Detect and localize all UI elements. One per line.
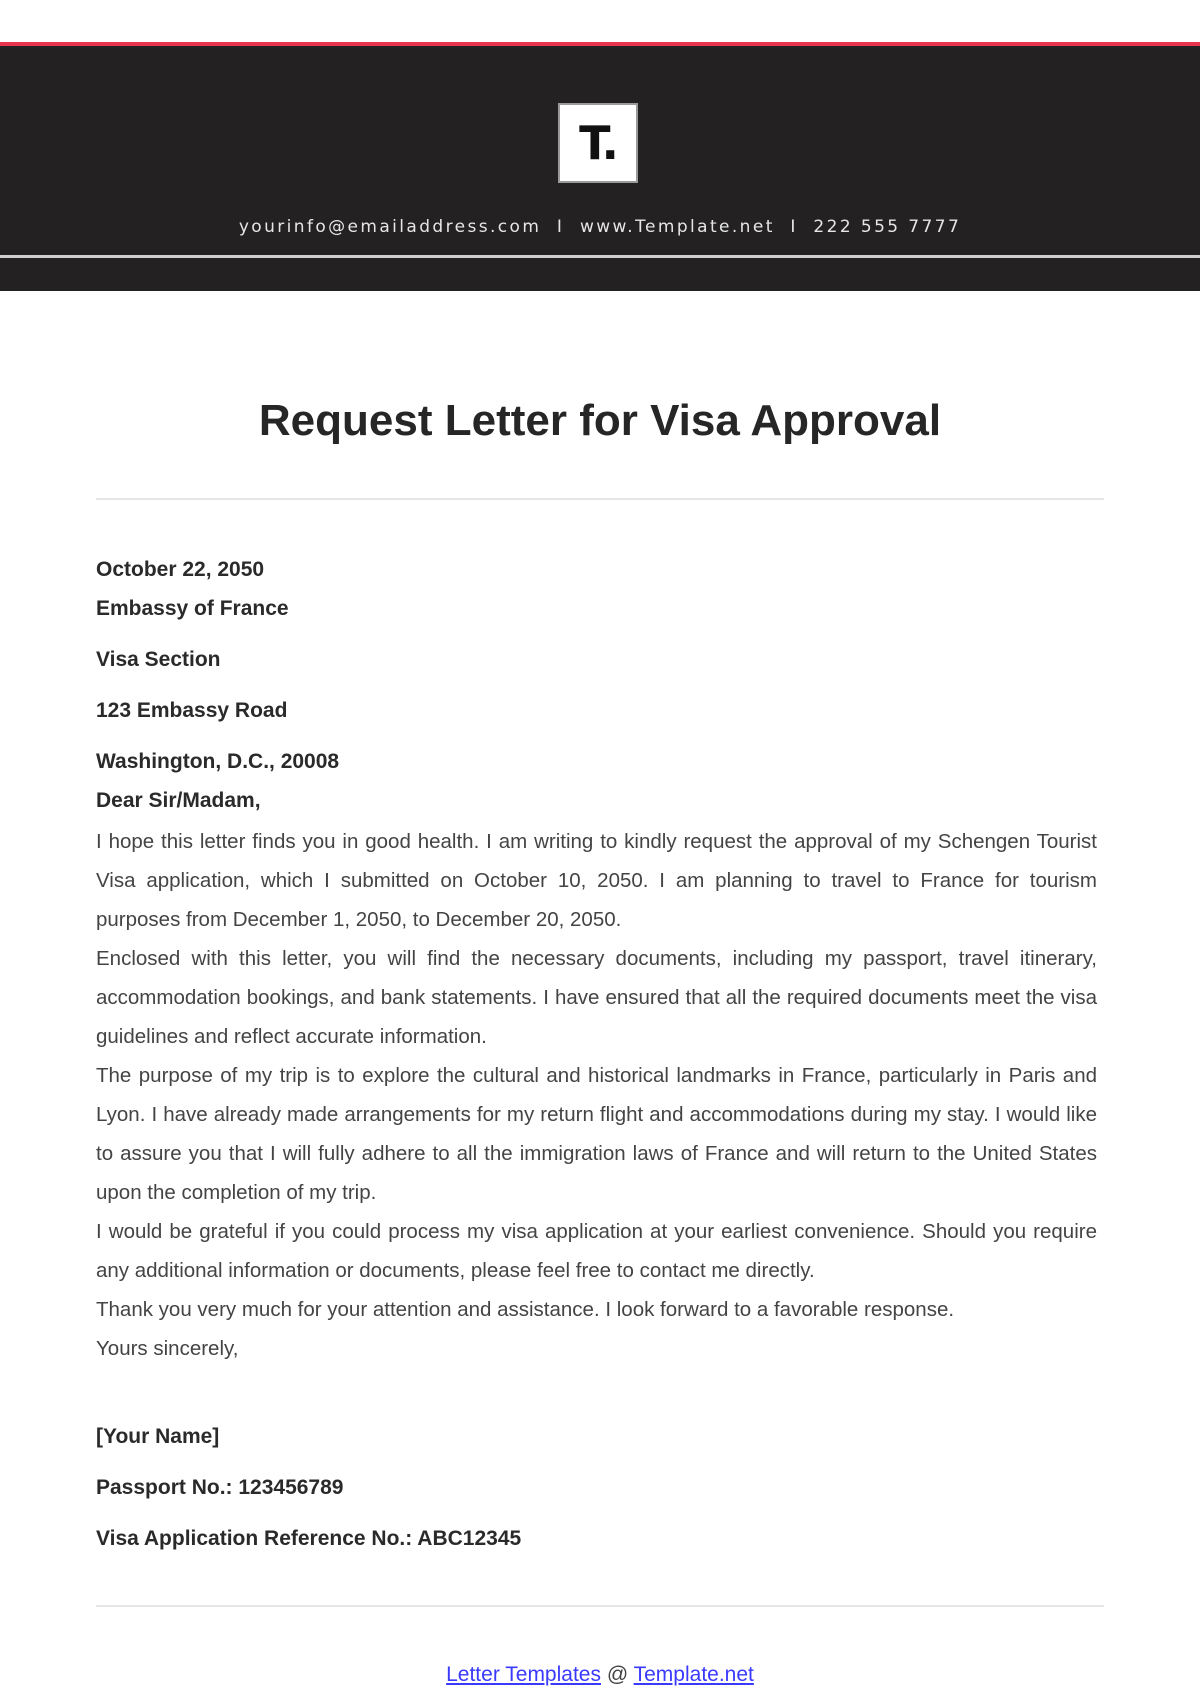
reference-number: Visa Application Reference No.: ABC12345 xyxy=(96,1527,522,1550)
template-logo xyxy=(558,103,638,183)
paragraph: I hope this letter finds you in good health. I am writing to kindly request the approval of my Schengen Tourist Visa application, which I submitted on October 10, 2050. I am planning to travel to France for tourism purposes from December 1, 2050, to December 20, 2050. xyxy=(96,830,1097,931)
contact-info: yourinfo@emailaddress.com I www.Template.net I 222 555 7777 xyxy=(238,217,962,237)
letter-date: October 22, 2050 xyxy=(96,558,265,581)
paragraph: Thank you very much for your attention and assistance. I look forward to a favorable response. xyxy=(96,1298,955,1321)
recipient-line: Visa Section xyxy=(96,648,221,671)
logo-text: T. xyxy=(579,116,617,170)
recipient-line: Embassy of France xyxy=(96,597,289,620)
closing: Yours sincerely, xyxy=(96,1337,239,1360)
letter-body xyxy=(96,822,1097,1368)
paragraph: Enclosed with this letter, you will find the necessary documents, including my passport, travel itinerary, accommodation bookings, and bank statements. I have ensured that all the required documents meet the visa guidelines and reflect accurate information. xyxy=(96,947,1097,1048)
signature-name: [Your Name] xyxy=(96,1425,220,1448)
paragraph: I would be grateful if you could process my visa application at your earliest convenience. Should you require any additional information or documents, please feel free to contact me directly. xyxy=(96,1220,1097,1282)
passport-number: Passport No.: 123456789 xyxy=(96,1476,344,1499)
page-title: Request Letter for Visa Approval xyxy=(258,396,942,445)
letter-templates-link[interactable]: Letter Templates xyxy=(446,1663,601,1686)
footer-divider xyxy=(96,1605,1104,1607)
footer-separator: @ xyxy=(606,1663,629,1686)
paragraph: The purpose of my trip is to explore the cultural and historical landmarks in France, particularly in Paris and Lyon. I have already made arrangements for my return flight and accommodations during my stay. I would like to assure you that I will fully adhere to all the immigration laws of France and will return to the United States upon the completion of my trip. xyxy=(96,1064,1097,1204)
template-net-link[interactable]: Template.net xyxy=(633,1663,754,1686)
recipient-line: 123 Embassy Road xyxy=(96,699,288,722)
footer xyxy=(0,1663,1200,1687)
header-divider xyxy=(0,255,1200,258)
salutation: Dear Sir/Madam, xyxy=(96,789,261,812)
title-divider xyxy=(96,498,1104,500)
recipient-line: Washington, D.C., 20008 xyxy=(96,750,340,773)
